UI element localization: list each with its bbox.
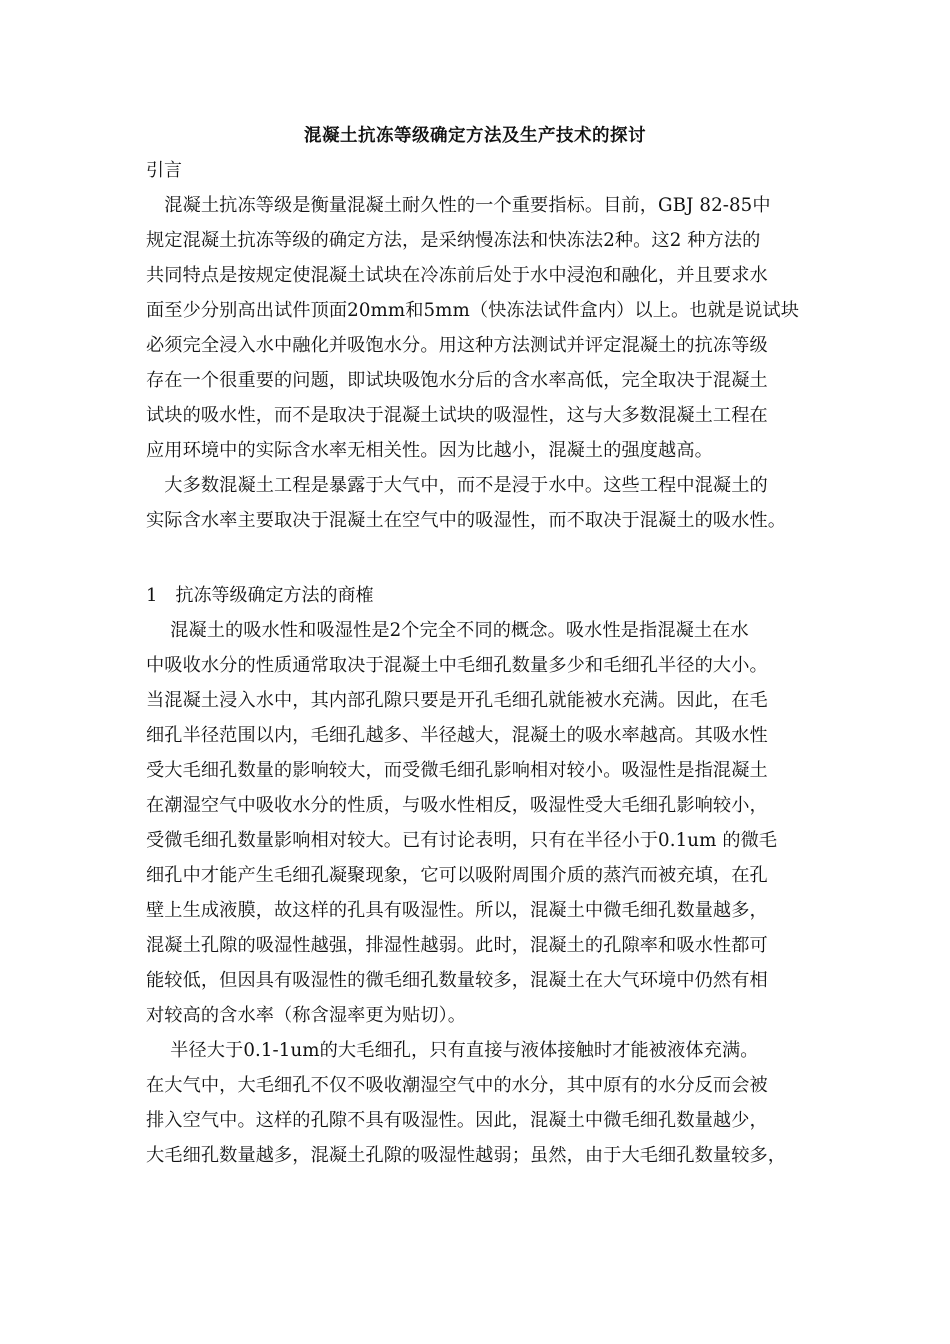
paragraph-line: 对较高的含水率（称含湿率更为贴切）。 <box>146 1005 467 1026</box>
paragraph-line: 能较低，但因具有吸湿性的微毛细孔数量较多，混凝土在大气环境中仍然有相 <box>146 970 768 991</box>
paragraph-line: 半径大于0.1-1um的大毛细孔，只有直接与液体接触时才能被液体充满。 <box>146 1040 759 1061</box>
paragraph-line: 实际含水率主要取决于混凝土在空气中的吸湿性，而不取决于混凝土的吸水性。 <box>146 510 787 531</box>
paragraph-line: 存在一个很重要的问题，即试块吸饱水分后的含水率高低，完全取决于混凝土 <box>146 370 768 391</box>
section-heading: 1 抗冻等级确定方法的商榷 <box>146 585 374 606</box>
paragraph-line: 排入空气中。这样的孔隙不具有吸湿性。因此，混凝土中微毛细孔数量越少， <box>146 1110 768 1131</box>
paragraph-line: 混凝土孔隙的吸湿性越强，排湿性越弱。此时，混凝土的孔隙率和吸水性都可 <box>146 935 768 956</box>
paragraph-line: 壁上生成液膜，故这样的孔具有吸湿性。所以，混凝土中微毛细孔数量越多， <box>146 900 768 921</box>
paragraph-line: 试块的吸水性，而不是取决于混凝土试块的吸湿性，这与大多数混凝土工程在 <box>146 405 768 426</box>
paragraph-line: 中吸收水分的性质通常取决于混凝土中毛细孔数量多少和毛细孔半径的大小。 <box>146 655 768 676</box>
paragraph-line: 必须完全浸入水中融化并吸饱水分。用这种方法测试并评定混凝土的抗冻等级 <box>146 335 768 356</box>
paragraph-line: 大毛细孔数量越多，混凝土孔隙的吸湿性越弱；虽然，由于大毛细孔数量较多， <box>146 1145 787 1166</box>
document-title: 混凝土抗冻等级确定方法及生产技术的探讨 <box>304 126 646 146</box>
paragraph-line: 在潮湿空气中吸收水分的性质，与吸水性相反，吸湿性受大毛细孔影响较小， <box>146 795 768 816</box>
paragraph-line: 当混凝土浸入水中，其内部孔隙只要是开孔毛细孔就能被水充满。因此，在毛 <box>146 690 768 711</box>
paragraph-line: 面至少分别高出试件顶面20mm和5mm（快冻法试件盒内）以上。也就是说试块 <box>146 300 800 321</box>
paragraph-line: 细孔半径范围以内，毛细孔越多、半径越大，混凝土的吸水率越高。其吸水性 <box>146 725 768 746</box>
paragraph-line: 受大毛细孔数量的影响较大，而受微毛细孔影响相对较小。吸湿性是指混凝土 <box>146 760 768 781</box>
paragraph-line: 细孔中才能产生毛细孔凝聚现象，它可以吸附周围介质的蒸汽而被充填，在孔 <box>146 865 768 886</box>
paragraph-line: 应用环境中的实际含水率无相关性。因为比越小，混凝土的强度越高。 <box>146 440 713 461</box>
paragraph-line: 规定混凝土抗冻等级的确定方法，是采纳慢冻法和快冻法2种。这2 种方法的 <box>146 230 761 251</box>
paragraph-line: 共同特点是按规定使混凝土试块在冷冻前后处于水中浸泡和融化，并且要求水 <box>146 265 768 286</box>
paragraph-line: 混凝土的吸水性和吸湿性是2个完全不同的概念。吸水性是指混凝土在水 <box>146 620 749 641</box>
paragraph-line: 在大气中，大毛细孔不仅不吸收潮湿空气中的水分，其中原有的水分反而会被 <box>146 1075 768 1096</box>
intro-heading: 引言 <box>146 160 182 181</box>
paragraph-line: 受微毛细孔数量影响相对较大。已有讨论表明，只有在半径小于0.1um 的微毛 <box>146 830 778 851</box>
paragraph-line: 混凝土抗冻等级是衡量混凝土耐久性的一个重要指标。目前，GBJ 82-85中 <box>146 195 771 216</box>
paragraph-line: 大多数混凝土工程是暴露于大气中，而不是浸于水中。这些工程中混凝土的 <box>146 475 768 496</box>
